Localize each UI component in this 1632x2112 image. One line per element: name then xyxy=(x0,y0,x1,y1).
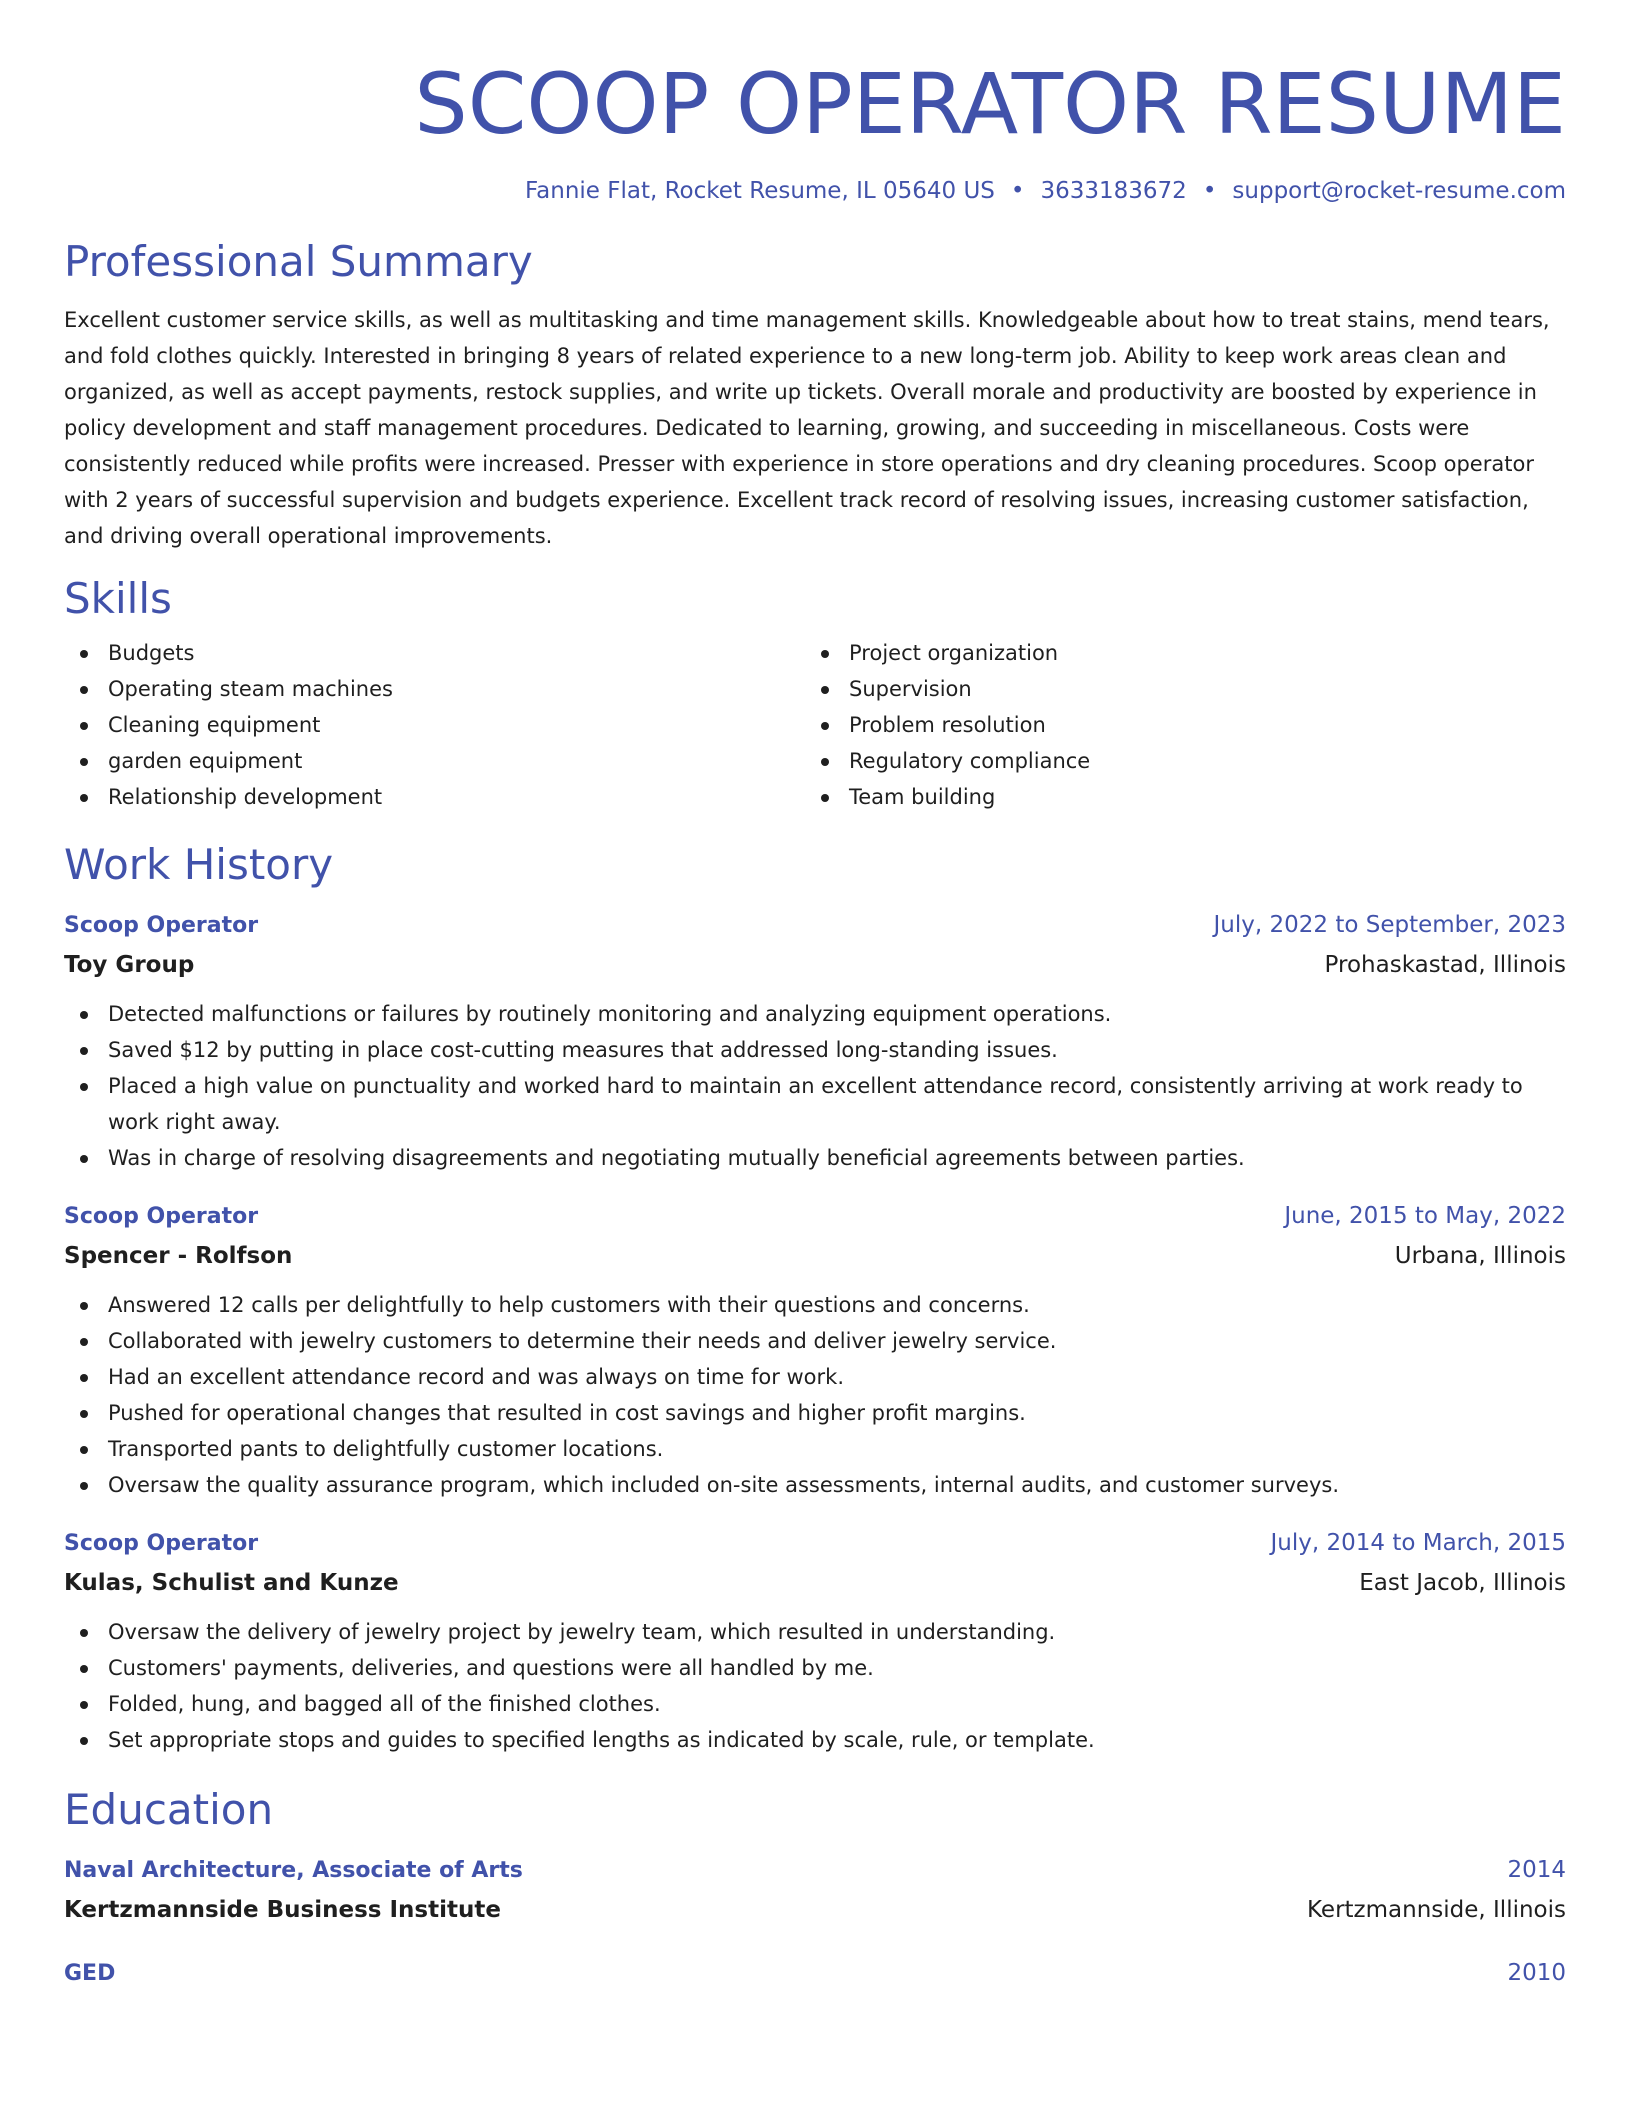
job-entry xyxy=(64,905,1566,1176)
company-name: Spencer - Rolfson xyxy=(64,1243,293,1269)
list-item: Set appropriate stops and guides to specified lengths as indicated by scale, rule, or template. xyxy=(64,1722,1566,1758)
contact-address: Fannie Flat, Rocket Resume, IL 05640 US xyxy=(525,178,995,204)
job-dates: June, 2015 to May, 2022 xyxy=(1284,1203,1566,1229)
skills-list xyxy=(64,635,1566,815)
job-bullets xyxy=(64,996,1566,1176)
list-item: Had an excellent attendance record and was always on time for work. xyxy=(64,1359,1566,1395)
list-item: Collaborated with jewelry customers to determine their needs and deliver jewelry service. xyxy=(64,1323,1566,1359)
job-location: Urbana, Illinois xyxy=(1394,1243,1566,1269)
education-entry xyxy=(64,1953,1566,1994)
list-item: Answered 12 calls per delightfully to help customers with their questions and concerns. xyxy=(64,1287,1566,1323)
skill-item: Project organization xyxy=(805,635,1546,671)
school-name: Kertzmannside Business Institute xyxy=(64,1897,501,1923)
education-heading: Education xyxy=(64,1785,274,1834)
skill-item: Cleaning equipment xyxy=(64,707,805,743)
summary-text: Excellent customer service skills, as well as multitasking and time management skills. Knowledgeable about how to treat stains, mend tears, and fold clothes quickly. Interested in bringing 8 years of related experience to a new long-term job. Ability to keep work areas clean and organized, as well as accept payments, restock supplies, and write up tickets. Overall morale and productivity are boosted by experience in policy development and staff management procedures. Dedicated to learning, growing, and succeeding in miscellaneous. Costs were consistently reduced while profits were increased. Presser with experience in store operations and dry cleaning procedures. Scoop operator with 2 years of successful supervision and budgets experience. Excellent track record of resolving issues, increasing customer satisfaction, and driving overall operational improvements. xyxy=(64,308,1550,548)
job-location: East Jacob, Illinois xyxy=(1359,1570,1566,1596)
resume-page xyxy=(64,0,1566,1994)
list-item: Placed a high value on punctuality and worked hard to maintain an excellent attendance record, consistently arriving at work ready to work right away. xyxy=(64,1068,1566,1140)
graduation-year: 2014 xyxy=(1507,1857,1566,1883)
list-item: Folded, hung, and bagged all of the finished clothes. xyxy=(64,1686,1566,1722)
job-title: Scoop Operator xyxy=(64,1204,259,1229)
work-history-heading: Work History xyxy=(64,840,334,889)
list-item: Detected malfunctions or failures by routinely monitoring and analyzing equipment operations. xyxy=(64,996,1566,1032)
graduation-year: 2010 xyxy=(1507,1960,1566,1986)
job-bullets xyxy=(64,1287,1566,1503)
job-dates: July, 2014 to March, 2015 xyxy=(1270,1530,1566,1556)
skill-item: Team building xyxy=(805,779,1546,815)
contact-separator: • xyxy=(1202,178,1217,204)
list-item: Transported pants to delightfully customer locations. xyxy=(64,1431,1566,1467)
list-item: Was in charge of resolving disagreements and negotiating mutually beneficial agreements between parties. xyxy=(64,1140,1566,1176)
skill-item: Problem resolution xyxy=(805,707,1546,743)
skill-item: Supervision xyxy=(805,671,1546,707)
education-entry xyxy=(64,1850,1566,1929)
degree-name: Naval Architecture, Associate of Arts xyxy=(64,1858,523,1883)
skill-item: Relationship development xyxy=(64,779,805,815)
list-item: Oversaw the delivery of jewelry project by jewelry team, which resulted in understanding. xyxy=(64,1614,1566,1650)
job-location: Prohaskastad, Illinois xyxy=(1324,952,1566,978)
list-item: Oversaw the quality assurance program, which included on-site assessments, internal audits, and customer surveys. xyxy=(64,1467,1566,1503)
skills-column-left xyxy=(64,635,805,815)
contact-email[interactable]: support@rocket-resume.com xyxy=(1232,178,1566,204)
skill-item: Operating steam machines xyxy=(64,671,805,707)
job-dates: July, 2022 to September, 2023 xyxy=(1213,912,1566,938)
job-bullets xyxy=(64,1614,1566,1758)
skills-heading: Skills xyxy=(64,574,172,623)
skill-item: Budgets xyxy=(64,635,805,671)
company-name: Kulas, Schulist and Kunze xyxy=(64,1570,399,1596)
list-item: Pushed for operational changes that resulted in cost savings and higher profit margins. xyxy=(64,1395,1566,1431)
job-entry xyxy=(64,1523,1566,1758)
resume-title: SCOOP OPERATOR RESUME xyxy=(414,55,1566,153)
skill-item: Regulatory compliance xyxy=(805,743,1546,779)
company-name: Toy Group xyxy=(64,952,195,978)
contact-phone: 3633183672 xyxy=(1040,178,1187,204)
skill-item: garden equipment xyxy=(64,743,805,779)
job-title: Scoop Operator xyxy=(64,913,259,938)
contact-separator: • xyxy=(1010,178,1025,204)
degree-name: GED xyxy=(64,1961,116,1986)
contact-line xyxy=(64,176,1566,206)
job-title: Scoop Operator xyxy=(64,1531,259,1556)
summary-heading: Professional Summary xyxy=(64,237,533,286)
skills-column-right xyxy=(805,635,1546,815)
school-location: Kertzmannside, Illinois xyxy=(1306,1897,1566,1923)
list-item: Customers' payments, deliveries, and questions were all handled by me. xyxy=(64,1650,1566,1686)
list-item: Saved $12 by putting in place cost-cutting measures that addressed long-standing issues. xyxy=(64,1032,1566,1068)
job-entry xyxy=(64,1196,1566,1503)
